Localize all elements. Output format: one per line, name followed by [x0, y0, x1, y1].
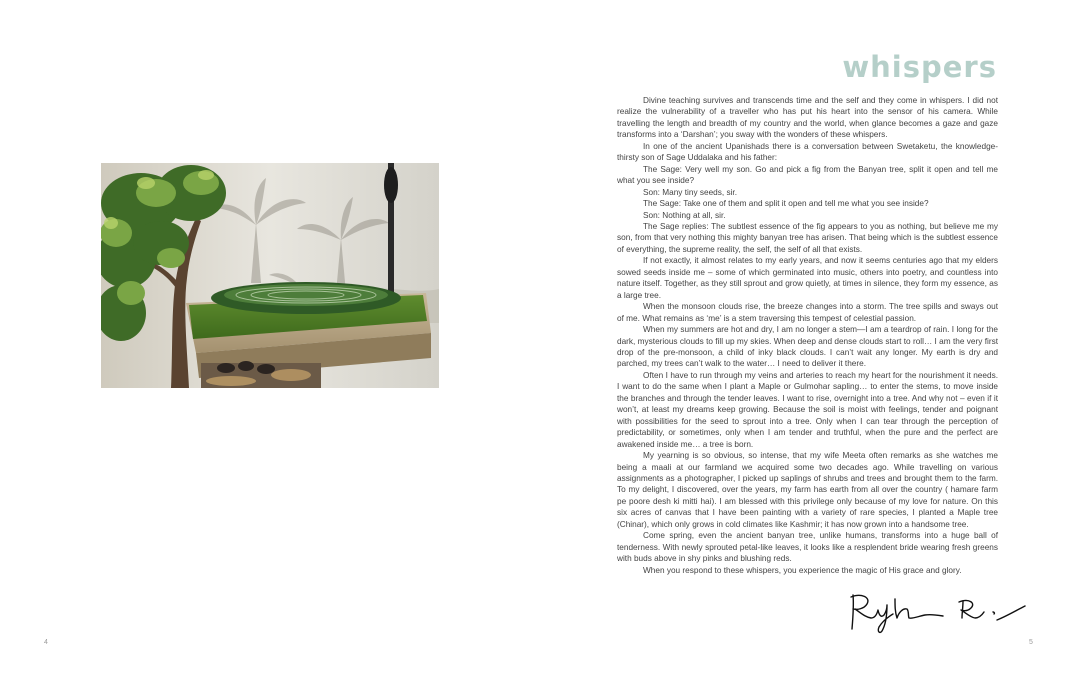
paragraph: My yearning is so obvious, so intense, that my wife Meeta often remarks as she watches me being a maali at our farmland we acquired some two decades ago. While travelling on various assignments as a photographer, I picked up saplings of shrubs and trees and brought them to the farm. To my delight, I discovered, over the years, my farm has earth from all over the country ( hamare farm pe poore desh ki mitti hai). I am blessed with this privilege only because of my love for nature. On this six acres of canvas that I have been painting with a variety of rare species, I planted a Maple tree (Chinar), which only grows in cold climates like Kashmir; it has now grown into a handsome tree. [617, 451, 998, 529]
paragraph: If not exactly, it almost relates to my early years, and now it seems centuries ago that my elders sowed seeds inside me – some of which germinated into music, others into poetry, and countless into nature itself. Together, as they still sprout and grow quietly, at times in silence, they form my essence, as a large tree. [617, 256, 998, 300]
paragraph: Divine teaching survives and transcends time and the self and they come in whispers. I did not realize the vulnerability of a traveller who has put his heart into the sensor of his camera. While travelling the length and breadth of my country and the world, when glance becomes a gaze and gaze transforms into a ‘Darshan’; you sway with the wonders of these whispers. [617, 96, 998, 140]
signature-icon [845, 591, 1027, 635]
right-page [540, 0, 1080, 675]
paragraph: The Sage replies: The subtlest essence of the fig appears to you as nothing, but believe me my son, from that very nothing this mighty banyan tree has arisen. That being which is the subtlest essence of everything, the supreme reality, the self, the self of all that exists. [617, 221, 998, 254]
paragraph: Often I have to run through my veins and arteries to reach my heart for the nourishment it needs. I want to do the same when I plant a Maple or Gulmohar sapling… to enter the stems, to move inside the branches and through the tender leaves. I want to rise, overnight into a tree. And why not – even if it won’t, at least my dreams keep growing. Because the soil is moist with feelings, tender and poignant with possibilities for the seed to sprout into a tree. Only when I can tear through the perception of predictability, or sometimes, only when I am tender and truthful, when the pure and the perfect are awakened inside me… a tree is born. [617, 370, 998, 449]
paragraph: When the monsoon clouds rise, the breeze changes into a storm. The tree spills and sways out of me. What remains as ‘me’ is a stem traversing this tempest of celestial passion. [617, 302, 998, 323]
paragraph: The Sage: Very well my son. Go and pick a fig from the Banyan tree, split it open and tell me what you see inside? [617, 164, 998, 186]
paragraph: In one of the ancient Upanishads there is a conversation between Swetaketu, the knowledge-thirsty son of Sage Uddalaka and his father: [617, 141, 998, 163]
paragraph: Son: Nothing at all, sir. [643, 210, 726, 220]
paragraph: Come spring, even the ancient banyan tree, unlike humans, transforms into a huge ball of tenderness. With newly sprouted petal-like leaves, it looks like a resplendent bride wearing fresh greens with buds above in shy pinks and blushing reds. [617, 531, 998, 564]
page-number-left: 4 [44, 639, 48, 646]
paragraph: When my summers are hot and dry, I am no longer a stem—I am a teardrop of rain. I long for the dark, mysterious clouds to fill up my skies. When deep and dense clouds start to roll… I am the very first drop of the pre-monsoon, a child of inky black clouds. I can’t wait any longer. My earth is dry and parched, my trees can’t walk to the water… I need to deliver it there. [617, 325, 998, 369]
paragraph: Son: Many tiny seeds, sir. [643, 187, 738, 197]
paragraph: When you respond to these whispers, you experience the magic of His grace and glory. [643, 565, 962, 575]
page-number-right: 5 [1029, 639, 1033, 646]
photo-illustration [101, 163, 439, 388]
handwritten-signature [845, 591, 1027, 635]
banyan-shrine-photo [101, 163, 439, 388]
body-text [617, 95, 998, 576]
chapter-title: whispers [842, 50, 997, 84]
paragraph: The Sage: Take one of them and split it open and tell me what you see inside? [643, 199, 929, 209]
